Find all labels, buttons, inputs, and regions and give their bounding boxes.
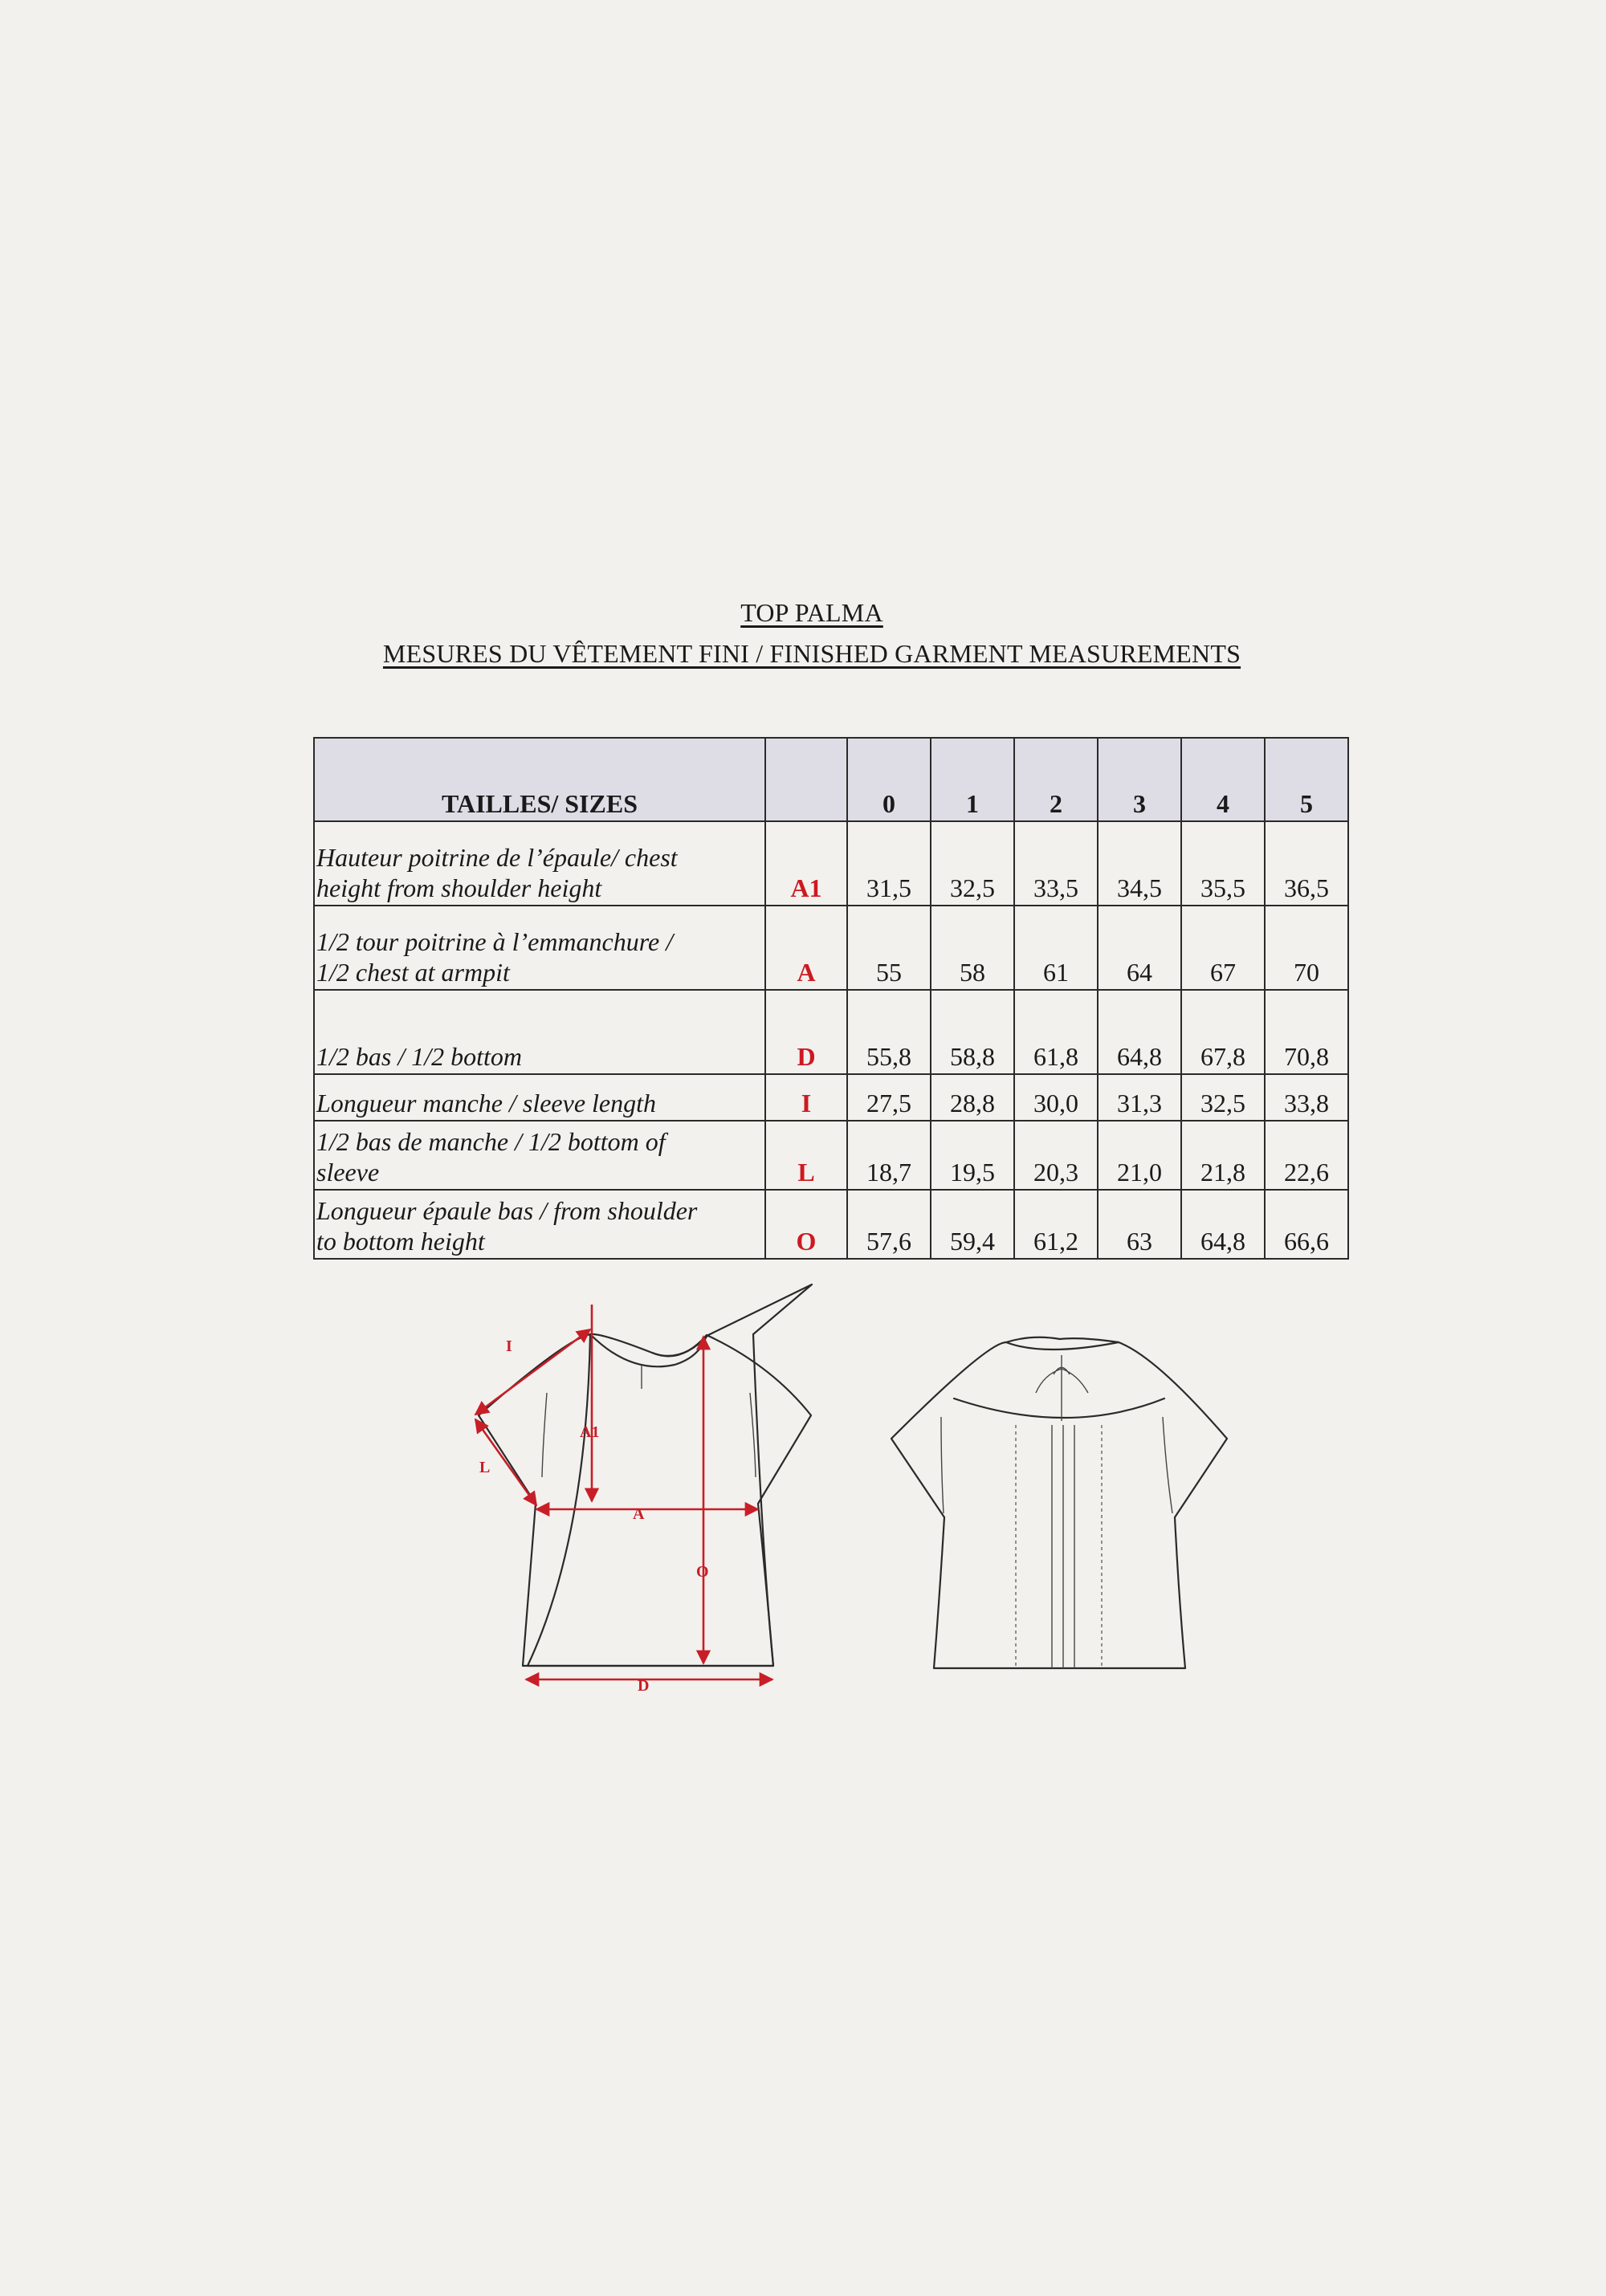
size-header: 0 [847,738,931,821]
table-cell: 61,8 [1014,990,1098,1074]
table-cell: 61 [1014,906,1098,990]
table-cell: 30,0 [1014,1074,1098,1121]
row-code: O [765,1190,847,1259]
table-cell: 63 [1098,1190,1181,1259]
table-cell: 27,5 [847,1074,931,1121]
row-description-line: to bottom height [316,1227,485,1256]
sizes-header-label: TAILLES/ SIZES [314,738,765,821]
measure-label-A: A [633,1505,645,1523]
table-cell: 31,5 [847,821,931,906]
table-cell: 61,2 [1014,1190,1098,1259]
size-header: 4 [1181,738,1265,821]
row-code: D [765,990,847,1074]
table-cell: 22,6 [1265,1121,1348,1190]
table-cell: 58,8 [931,990,1014,1074]
measure-line-I [475,1329,590,1415]
table-cell: 67,8 [1181,990,1265,1074]
row-description-line: height from shoulder height [316,873,602,902]
table-cell: 70,8 [1265,990,1348,1074]
document-subtitle: MESURES DU VÊTEMENT FINI / FINISHED GARMENT MEASUREMENTS [382,639,1241,668]
front-garment-outline [528,1284,812,1666]
table-cell: 64 [1098,906,1181,990]
row-description-line: 1/2 bas de manche / 1/2 bottom of [316,1127,666,1156]
table-cell: 64,8 [1098,990,1181,1074]
front-armhole-left [542,1393,547,1477]
measure-label-D: D [638,1677,650,1695]
size-header: 5 [1265,738,1348,821]
document-title: TOP PALMA [740,598,883,627]
table-cell: 64,8 [1181,1190,1265,1259]
table-cell: 33,8 [1265,1074,1348,1121]
front-garment-drawing [479,1284,812,1666]
table-cell: 19,5 [931,1121,1014,1190]
row-description-line: Longueur épaule bas / from shoulder [316,1196,698,1225]
row-description-line: sleeve [316,1158,380,1187]
table-cell: 18,7 [847,1121,931,1190]
table-cell: 32,5 [1181,1074,1265,1121]
row-code: A [765,906,847,990]
table-cell: 33,5 [1014,821,1098,906]
measurement-markers [475,1305,772,1695]
front-armhole-right [750,1393,756,1477]
row-description-line: 1/2 bas / 1/2 bottom [316,1042,523,1071]
table-cell: 28,8 [931,1074,1014,1121]
measure-label-L: L [479,1459,491,1476]
table-cell: 34,5 [1098,821,1181,906]
table-cell: 66,6 [1265,1190,1348,1259]
back-armhole-right [1163,1417,1172,1513]
table-cell: 36,5 [1265,821,1348,906]
back-garment-drawing [891,1337,1227,1668]
table-cell: 31,3 [1098,1074,1181,1121]
table-cell: 70 [1265,906,1348,990]
measure-label-O: O [696,1563,709,1581]
table-cell: 57,6 [847,1190,931,1259]
table-cell: 21,8 [1181,1121,1265,1190]
back-neckline [1006,1342,1119,1350]
measure-label-I: I [506,1337,512,1355]
table-cell: 67 [1181,906,1265,990]
row-description-line: Hauteur poitrine de l’épaule/ chest [316,843,678,872]
table-cell: 21,0 [1098,1121,1181,1190]
back-armhole-left [941,1417,944,1513]
front-body-outline [479,1334,811,1666]
table-cell: 20,3 [1014,1121,1098,1190]
measure-label-A1: A1 [580,1423,600,1441]
row-code: A1 [765,821,847,906]
back-yoke-seam [954,1398,1164,1418]
row-code: L [765,1121,847,1190]
row-description-line: 1/2 chest at armpit [316,958,510,987]
table-cell: 59,4 [931,1190,1014,1259]
table-cell: 55 [847,906,931,990]
table-cell: 35,5 [1181,821,1265,906]
table-cell: 55,8 [847,990,931,1074]
row-code: I [765,1074,847,1121]
row-description-line: 1/2 tour poitrine à l’emmanchure / [316,927,674,956]
row-description-line: Longueur manche / sleeve length [316,1089,656,1117]
size-header: 3 [1098,738,1181,821]
table-cell: 58 [931,906,1014,990]
back-garment-outline [891,1337,1227,1668]
size-header: 1 [931,738,1014,821]
size-header: 2 [1014,738,1098,821]
table-cell: 32,5 [931,821,1014,906]
